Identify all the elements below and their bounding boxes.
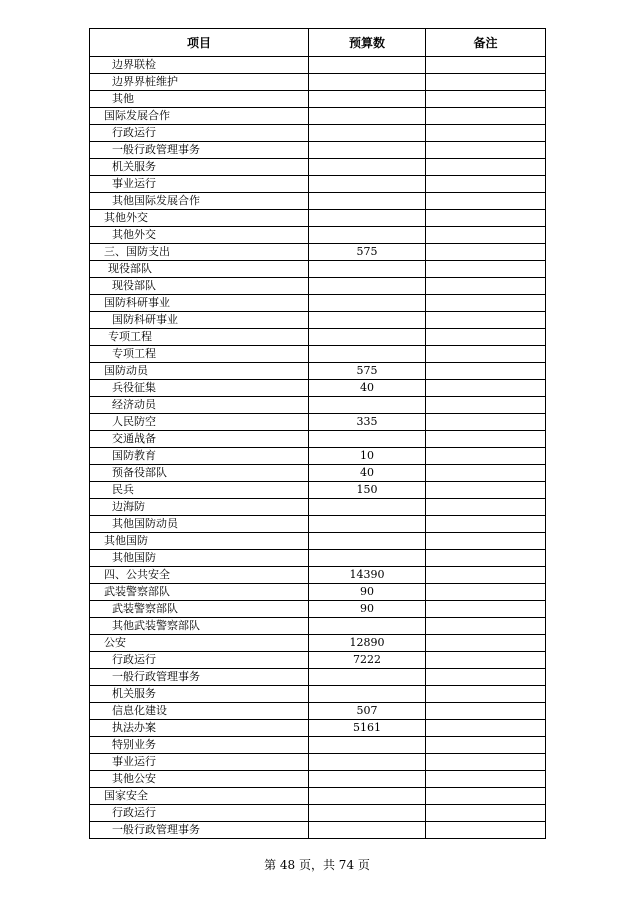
row-item: 信息化建设 xyxy=(90,703,309,720)
row-remark xyxy=(426,499,546,516)
row-remark xyxy=(426,635,546,652)
table-row xyxy=(90,635,546,652)
row-item: 其他外交 xyxy=(90,210,309,227)
row-item: 现役部队 xyxy=(90,278,309,295)
row-remark xyxy=(426,482,546,499)
row-remark xyxy=(426,57,546,74)
row-amount: 14390 xyxy=(309,567,426,584)
row-item: 机关服务 xyxy=(90,686,309,703)
row-amount xyxy=(309,142,426,159)
table-row xyxy=(90,312,546,329)
row-remark xyxy=(426,533,546,550)
table-row xyxy=(90,363,546,380)
row-item: 其他国防 xyxy=(90,550,309,567)
row-remark xyxy=(426,142,546,159)
table-row xyxy=(90,788,546,805)
row-amount: 7222 xyxy=(309,652,426,669)
row-item: 民兵 xyxy=(90,482,309,499)
header-remark: 备注 xyxy=(426,29,546,57)
table-row xyxy=(90,261,546,278)
row-remark xyxy=(426,431,546,448)
row-remark xyxy=(426,193,546,210)
table-row xyxy=(90,720,546,737)
row-item: 国防科研事业 xyxy=(90,312,309,329)
row-item: 一般行政管理事务 xyxy=(90,142,309,159)
row-amount xyxy=(309,210,426,227)
row-item: 国际发展合作 xyxy=(90,108,309,125)
table-row xyxy=(90,380,546,397)
row-amount xyxy=(309,193,426,210)
row-remark xyxy=(426,584,546,601)
row-remark xyxy=(426,227,546,244)
table-row xyxy=(90,703,546,720)
row-amount xyxy=(309,397,426,414)
row-remark xyxy=(426,210,546,227)
page-footer: 第 48 页，共 74 页 xyxy=(264,858,370,872)
row-amount xyxy=(309,74,426,91)
row-amount xyxy=(309,57,426,74)
table-row xyxy=(90,329,546,346)
table-row xyxy=(90,227,546,244)
row-amount: 5161 xyxy=(309,720,426,737)
table-row xyxy=(90,601,546,618)
table-row xyxy=(90,431,546,448)
row-remark xyxy=(426,380,546,397)
table-row xyxy=(90,499,546,516)
row-item: 国家安全 xyxy=(90,788,309,805)
row-remark xyxy=(426,601,546,618)
row-remark xyxy=(426,414,546,431)
row-amount xyxy=(309,159,426,176)
row-amount xyxy=(309,516,426,533)
table-row xyxy=(90,125,546,142)
table-row xyxy=(90,295,546,312)
row-item: 经济动员 xyxy=(90,397,309,414)
table-row xyxy=(90,414,546,431)
row-item: 国防动员 xyxy=(90,363,309,380)
table-row xyxy=(90,584,546,601)
row-item: 特别业务 xyxy=(90,737,309,754)
row-item: 事业运行 xyxy=(90,176,309,193)
row-amount: 12890 xyxy=(309,635,426,652)
row-remark xyxy=(426,669,546,686)
table-row xyxy=(90,244,546,261)
row-amount xyxy=(309,91,426,108)
row-remark xyxy=(426,108,546,125)
row-remark xyxy=(426,805,546,822)
row-remark xyxy=(426,74,546,91)
table-row xyxy=(90,567,546,584)
row-amount xyxy=(309,822,426,839)
row-amount: 575 xyxy=(309,363,426,380)
row-item: 四、公共安全 xyxy=(90,567,309,584)
row-amount xyxy=(309,788,426,805)
row-remark xyxy=(426,788,546,805)
row-remark xyxy=(426,516,546,533)
row-remark xyxy=(426,771,546,788)
row-remark xyxy=(426,652,546,669)
row-item: 交通战备 xyxy=(90,431,309,448)
table-row xyxy=(90,516,546,533)
row-remark xyxy=(426,346,546,363)
table-row xyxy=(90,448,546,465)
row-amount xyxy=(309,125,426,142)
row-amount: 10 xyxy=(309,448,426,465)
row-item: 专项工程 xyxy=(90,346,309,363)
row-remark xyxy=(426,363,546,380)
row-amount xyxy=(309,278,426,295)
row-remark xyxy=(426,618,546,635)
row-item: 国防科研事业 xyxy=(90,295,309,312)
row-amount xyxy=(309,176,426,193)
row-remark xyxy=(426,754,546,771)
row-item: 边界联检 xyxy=(90,57,309,74)
row-amount xyxy=(309,737,426,754)
row-amount: 335 xyxy=(309,414,426,431)
row-amount xyxy=(309,108,426,125)
row-item: 机关服务 xyxy=(90,159,309,176)
row-item: 行政运行 xyxy=(90,652,309,669)
table-row xyxy=(90,550,546,567)
table-row xyxy=(90,805,546,822)
row-amount: 90 xyxy=(309,601,426,618)
row-item: 其他武装警察部队 xyxy=(90,618,309,635)
row-item: 武装警察部队 xyxy=(90,601,309,618)
table-row xyxy=(90,91,546,108)
row-amount xyxy=(309,329,426,346)
table-row xyxy=(90,346,546,363)
row-item: 三、国防支出 xyxy=(90,244,309,261)
row-remark xyxy=(426,550,546,567)
table-row xyxy=(90,142,546,159)
row-amount: 90 xyxy=(309,584,426,601)
row-amount: 150 xyxy=(309,482,426,499)
budget-table xyxy=(89,28,546,839)
table-row xyxy=(90,74,546,91)
row-amount: 40 xyxy=(309,380,426,397)
table-row xyxy=(90,669,546,686)
row-remark xyxy=(426,176,546,193)
table-row xyxy=(90,686,546,703)
row-amount xyxy=(309,618,426,635)
row-amount xyxy=(309,771,426,788)
row-item: 一般行政管理事务 xyxy=(90,822,309,839)
table-row xyxy=(90,57,546,74)
row-item: 其他公安 xyxy=(90,771,309,788)
row-amount xyxy=(309,805,426,822)
row-item: 人民防空 xyxy=(90,414,309,431)
table-row xyxy=(90,737,546,754)
table-row xyxy=(90,652,546,669)
table-header xyxy=(90,29,546,57)
table-row xyxy=(90,108,546,125)
row-remark xyxy=(426,397,546,414)
row-amount xyxy=(309,754,426,771)
row-amount: 575 xyxy=(309,244,426,261)
row-item: 其他国防 xyxy=(90,533,309,550)
table-row xyxy=(90,278,546,295)
row-item: 其他国防动员 xyxy=(90,516,309,533)
row-remark xyxy=(426,703,546,720)
row-item: 执法办案 xyxy=(90,720,309,737)
row-remark xyxy=(426,261,546,278)
table-row xyxy=(90,176,546,193)
table-row xyxy=(90,618,546,635)
row-remark xyxy=(426,465,546,482)
row-remark xyxy=(426,686,546,703)
table-row xyxy=(90,822,546,839)
row-amount xyxy=(309,686,426,703)
row-item: 边海防 xyxy=(90,499,309,516)
row-item: 行政运行 xyxy=(90,805,309,822)
table-row xyxy=(90,465,546,482)
row-item: 行政运行 xyxy=(90,125,309,142)
row-item: 公安 xyxy=(90,635,309,652)
row-amount: 507 xyxy=(309,703,426,720)
table-row xyxy=(90,771,546,788)
row-amount xyxy=(309,550,426,567)
row-item: 现役部队 xyxy=(90,261,309,278)
row-remark xyxy=(426,312,546,329)
row-amount xyxy=(309,431,426,448)
row-amount xyxy=(309,227,426,244)
row-item: 兵役征集 xyxy=(90,380,309,397)
row-amount xyxy=(309,312,426,329)
table-row xyxy=(90,754,546,771)
row-remark xyxy=(426,278,546,295)
row-item: 边界界桩维护 xyxy=(90,74,309,91)
header-row xyxy=(90,29,546,57)
row-remark xyxy=(426,125,546,142)
row-remark xyxy=(426,159,546,176)
row-item: 武装警察部队 xyxy=(90,584,309,601)
row-remark xyxy=(426,720,546,737)
table-row xyxy=(90,193,546,210)
row-remark xyxy=(426,567,546,584)
row-remark xyxy=(426,822,546,839)
row-amount xyxy=(309,533,426,550)
row-item: 其他外交 xyxy=(90,227,309,244)
row-amount xyxy=(309,499,426,516)
row-remark xyxy=(426,737,546,754)
row-amount xyxy=(309,261,426,278)
row-remark xyxy=(426,448,546,465)
row-item: 其他国际发展合作 xyxy=(90,193,309,210)
row-item: 其他 xyxy=(90,91,309,108)
row-item: 一般行政管理事务 xyxy=(90,669,309,686)
table-row xyxy=(90,482,546,499)
table-row xyxy=(90,210,546,227)
row-remark xyxy=(426,91,546,108)
row-item: 国防教育 xyxy=(90,448,309,465)
row-remark xyxy=(426,244,546,261)
table-body xyxy=(90,57,546,839)
row-item: 事业运行 xyxy=(90,754,309,771)
row-amount xyxy=(309,295,426,312)
row-remark xyxy=(426,329,546,346)
table-row xyxy=(90,397,546,414)
header-amount: 预算数 xyxy=(309,29,426,57)
row-remark xyxy=(426,295,546,312)
header-item: 项目 xyxy=(90,29,309,57)
table-row xyxy=(90,533,546,550)
row-item: 专项工程 xyxy=(90,329,309,346)
row-amount xyxy=(309,346,426,363)
row-amount xyxy=(309,669,426,686)
table-row xyxy=(90,159,546,176)
row-amount: 40 xyxy=(309,465,426,482)
row-item: 预备役部队 xyxy=(90,465,309,482)
